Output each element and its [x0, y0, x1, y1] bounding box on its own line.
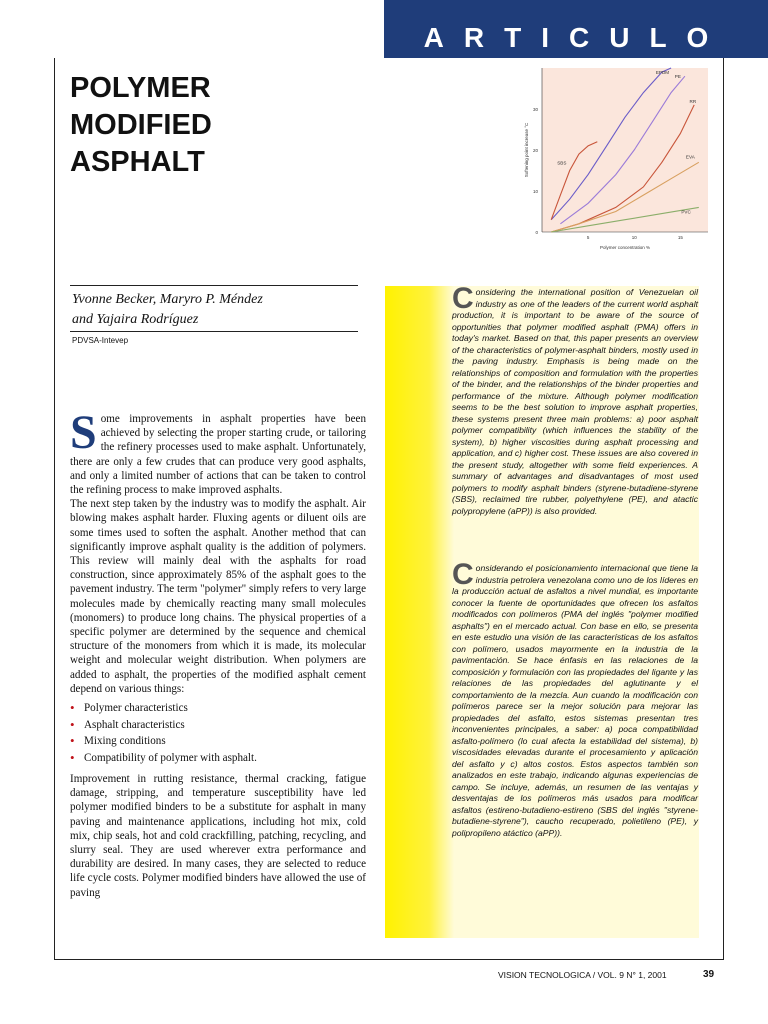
- divider: [70, 331, 358, 332]
- paragraph: The next step taken by the industry was to modify the asphalt. Air blowing makes asphalt harder. Fluxing agents or diluent oils are some times used to soften the asphalt. Another method that can significantly improve asphalt quality is the addition of polymers. This review will mainly deal with the asphalts for road construction, since approximately 85% of the asphalt goes to the pavement industry. The term "polymer" simply refers to very large molecules made by chemically reacting many small molecules (monomers) to produce long chains. The physical properties of a specific polymer are determined by the sequence and chemical structure of the monomers from which it is made, its molecular weight and molecular weight distribution. When polymers are added to asphalt, the properties of the modified asphalt cement depend on various things:: [70, 498, 366, 695]
- title-line: POLYMER: [70, 72, 211, 104]
- divider: [70, 285, 358, 286]
- series-label: RR: [689, 98, 697, 104]
- drop-cap: S: [70, 406, 97, 459]
- paragraph: ome improvements in asphalt properties have been achieved by selecting the proper starting crude, or tailoring the refinery processes used to make asphalt. Unfortunately, there are only a few crudes that can produce very good asphalts, and only a limited number of actions that can be taken to control the refining process to make improved asphalts.: [70, 413, 366, 497]
- list-item: • Asphalt characteristics: [70, 717, 366, 734]
- list-item: • Compatibility of polymer with asphalt.: [70, 750, 366, 767]
- series-label: EVA: [685, 154, 695, 160]
- page-number: 39: [703, 969, 715, 980]
- series-label: SBS: [557, 160, 567, 166]
- abstract-text: onsiderando el posicionamiento internacional que tiene la industria petrolera venezolana como uno de los líderes en la producción actual de asfaltos a nivel mundial, es importante conocer la fuente de oportunidades que ofrecen los asfaltos modificados con polímeros (PMA del inglés "polymer modified asphalts") en el mercado actual. Con base en ello, se presenta en este estudio una visión de las características de los asfaltos con polímero, usados mayormente en la industria de la pavimentación. Se hace énfasis en las relaciones de la composición y formulación con las propiedades del ligante y las relaciones de las propiedades del aglutinante y el comportamiento de la mezcla. Aun cuando la modificación con polímeros parece ser la mejor solución para mejorar las propiedades del asfalto, estos sistemas presentan tres inconvenientes principales, a saber: a) poca compatibilidad asfalto-polímero (lo cual afecta la estabilidad del sistema), b) viscosidades elevadas durante el procesamiento y aplicación del asfalto y c) altos costos. Estos aspectos también son analizados en este trabajo, indicando algunas experiencias de campo. Se incluye, además, un resumen de las ventajas y desventajas de los polímeros más usados para modificar asfaltos (estireno-butadieno-estireno (SBS del inglés "styrene-butadiene-styrene"), caucho recuperado, polietileno (PE), y polipropileno atáctico (aPP)).: [452, 563, 698, 838]
- abstract-spanish: [452, 558, 698, 839]
- authors-line: and Yajaira Rodríguez: [72, 312, 199, 327]
- property-list: [70, 700, 366, 766]
- x-tick-label: 10: [631, 235, 637, 240]
- series-label: PE: [674, 74, 681, 80]
- journal-footer: VISION TECNOLOGICA / VOL. 9 N° 1, 2001: [498, 970, 667, 980]
- x-tick-label: 5: [586, 235, 590, 240]
- y-tick-label: 10: [532, 189, 538, 194]
- series-label: EPDM: [655, 70, 670, 75]
- paragraph: Improvement in rutting resistance, thermal cracking, fatigue damage, stripping, and temperature susceptibility have led polymer modified binders to be a substitute for asphalt in many paving and maintenance applications, including hot mix, cold mix, chip seals, hot and cold crackfilling, patching, recycling, and slurry seal. They are used wherever extra performance and durability are desired. In many cases, they are selected to reduce life cycle costs. Polymer modified binders have allowed the use of paving: [70, 773, 366, 899]
- title-line: ASPHALT: [70, 146, 205, 178]
- y-tick-label: 0: [535, 230, 538, 235]
- abstract-text: onsidering the international position of Venezuelan oil industry as one of the leaders of the current world asphalt production, it is important to be aware of the source of opportunities that polymer modified asphalt (PMA) offers in today's market. Based on that, this paper presents an overview of the characteristics of polymer-asphalt binders, mostly used in the paving industry. Emphasis is being made on the relationships of composition and formulation with the properties of the binder, and the relationships of the binder properties and performance of the mixture. Although polymer modification seems to be the best solution to improve asphalt properties, these systems present three main problems: a) poor asphalt polymer compatibility (which influences the stability of the system), b) higher viscosities during asphalt processing and application, and c) higher cost. These issues are also covered in the present study, altogether with some field experiences. A summary of advantages and disadvantages of most used polymers to modify asphalt binders (styrene-butadiene-styrene (SBS), reclaimed tire rubber, polyethylene (PE), and atactic polypropylene (aPP)) is also provided.: [452, 287, 698, 516]
- x-axis-label: Polymer concentration %: [599, 245, 651, 250]
- section-banner: [384, 0, 768, 58]
- x-tick-label: 15: [677, 235, 683, 240]
- article-title: [70, 70, 212, 181]
- list-item: • Polymer characteristics: [70, 700, 366, 717]
- abstract-english: [452, 282, 698, 517]
- plot-area: [542, 68, 708, 232]
- drop-cap: C: [452, 558, 474, 591]
- title-line: MODIFIED: [70, 109, 212, 141]
- y-axis-label: Softening point increase °C: [524, 122, 529, 178]
- authors-line: Yvonne Becker, Maryro P. Méndez: [72, 292, 263, 307]
- affiliation: PDVSA-Intevep: [72, 336, 129, 345]
- softening-point-chart: [520, 64, 718, 262]
- section-banner-label: ARTICULO: [423, 22, 729, 53]
- drop-cap: C: [452, 282, 474, 315]
- y-tick-label: 30: [532, 107, 538, 112]
- authors: [72, 290, 263, 330]
- list-item: • Mixing conditions: [70, 733, 366, 750]
- series-label: PVC: [681, 209, 691, 215]
- article-body: [70, 406, 366, 900]
- y-tick-label: 20: [532, 148, 538, 153]
